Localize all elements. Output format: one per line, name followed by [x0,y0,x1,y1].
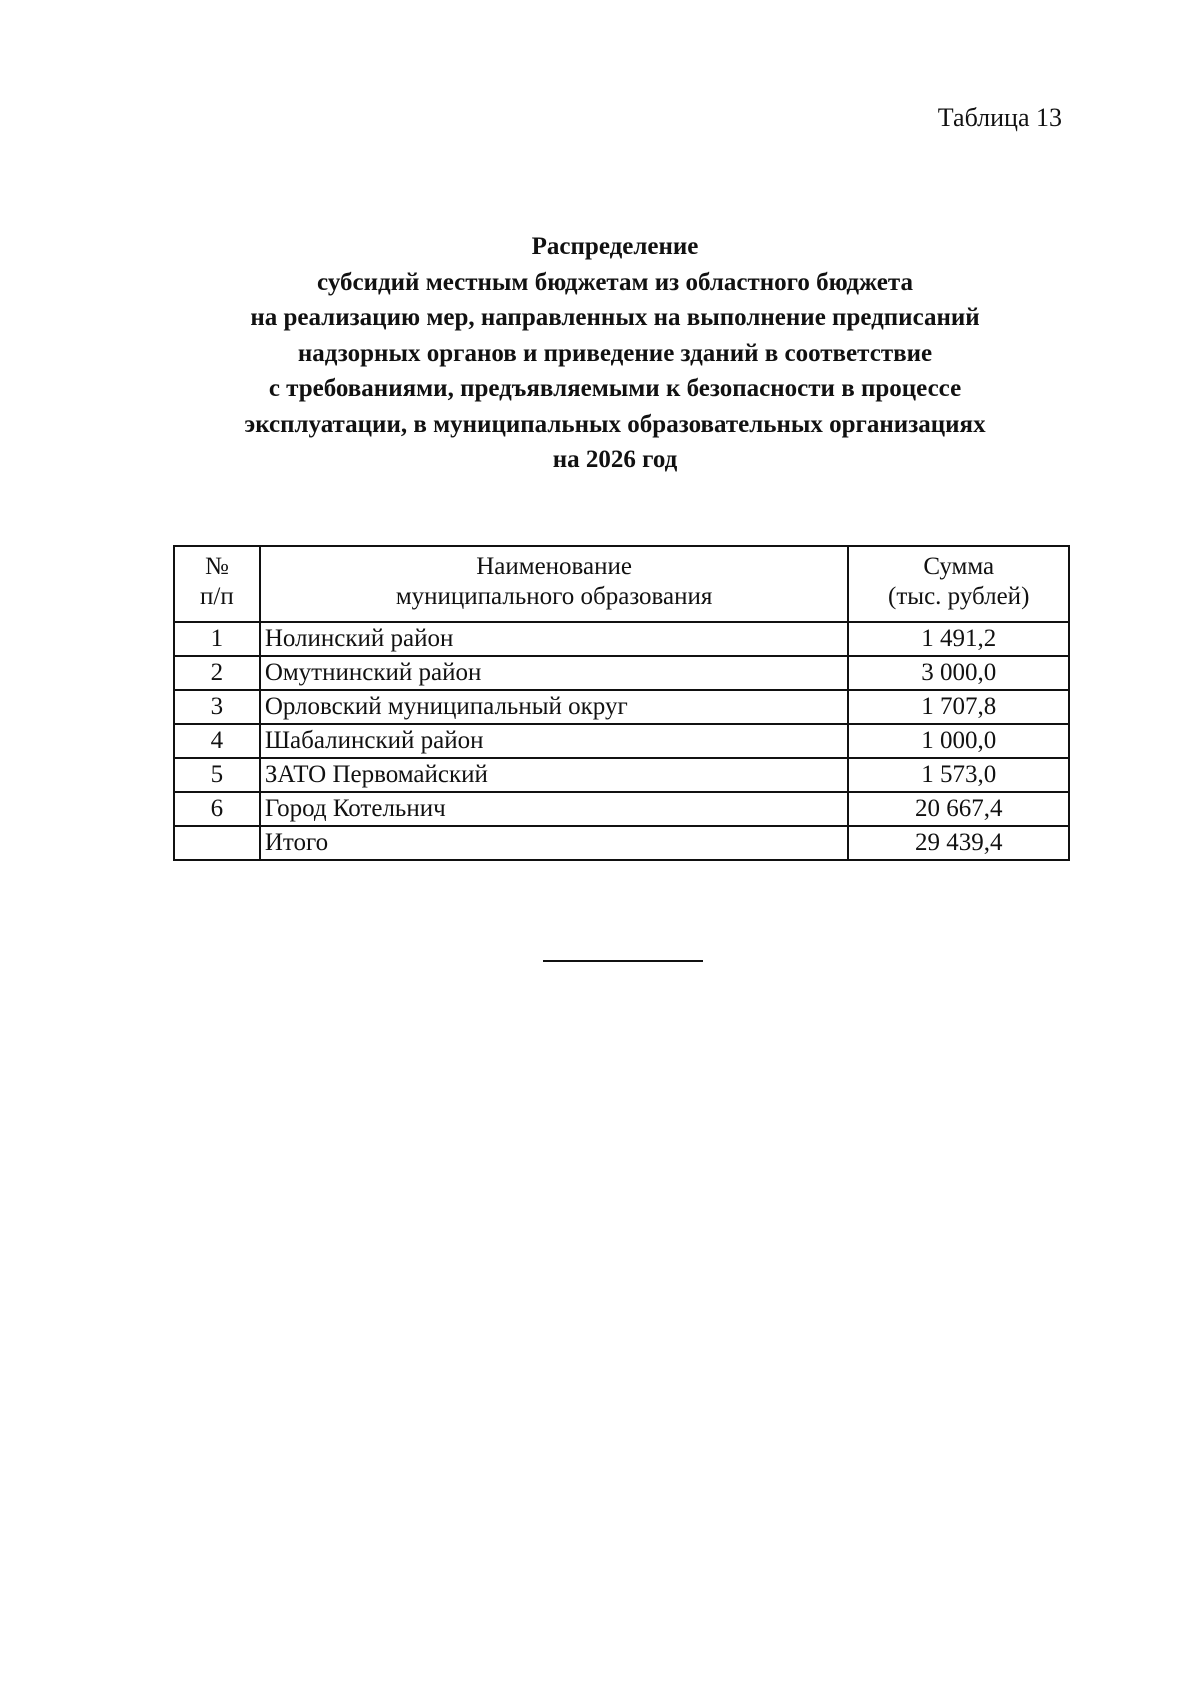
document-title [150,229,1080,478]
table-total-row [174,826,1069,860]
table-row [174,792,1069,826]
title-line: Распределение [531,233,699,260]
row-sum: 1 491,2 [848,622,1069,656]
table-header-row [174,546,1069,622]
row-number: 3 [174,690,260,724]
row-sum: 1 707,8 [848,690,1069,724]
row-municipality: Нолинский район [260,622,849,656]
row-sum: 20 667,4 [848,792,1069,826]
row-sum: 1 000,0 [848,724,1069,758]
table-number-label: Таблица 13 [937,103,1062,132]
row-number: 5 [174,758,260,792]
row-municipality: Орловский муниципальный округ [260,690,849,724]
total-sum: 29 439,4 [848,826,1069,860]
total-label: Итого [260,826,849,860]
header-name [260,546,849,622]
header-name-line2: муниципального образования [395,583,713,610]
row-number: 6 [174,792,260,826]
table-row [174,690,1069,724]
header-sum [848,546,1069,622]
title-line: эксплуатации, в муниципальных образовательных организациях [244,410,986,438]
header-sum-line1: Сумма [923,553,995,580]
closing-rule-divider [543,960,703,962]
table-row [174,622,1069,656]
header-number [174,546,260,622]
row-sum: 3 000,0 [848,656,1069,690]
table-row [174,724,1069,758]
table-row [174,656,1069,690]
row-number: 4 [174,724,260,758]
header-name-line1: Наименование [476,553,632,580]
row-municipality: Шабалинский район [260,724,849,758]
title-line: надзорных органов и приведение зданий в соответствие [297,339,933,367]
total-number [174,826,260,860]
title-line: на реализацию мер, направленных на выполнение предписаний [250,304,980,331]
header-number-line2: п/п [200,583,234,610]
header-sum-line2: (тыс. рублей) [888,583,1030,610]
title-line: субсидий местным бюджетам из областного бюджета [317,268,913,296]
table-row [174,758,1069,792]
row-municipality: Город Котельнич [260,792,849,826]
row-municipality: ЗАТО Первомайский [260,758,849,792]
title-line: на 2026 год [552,446,678,473]
row-sum: 1 573,0 [848,758,1069,792]
header-number-line1: № [204,553,229,580]
row-number: 1 [174,622,260,656]
row-number: 2 [174,656,260,690]
title-line: с требованиями, предъявляемыми к безопасности в процессе [268,375,962,402]
row-municipality: Омутнинский район [260,656,849,690]
subsidy-distribution-table [173,545,1070,861]
